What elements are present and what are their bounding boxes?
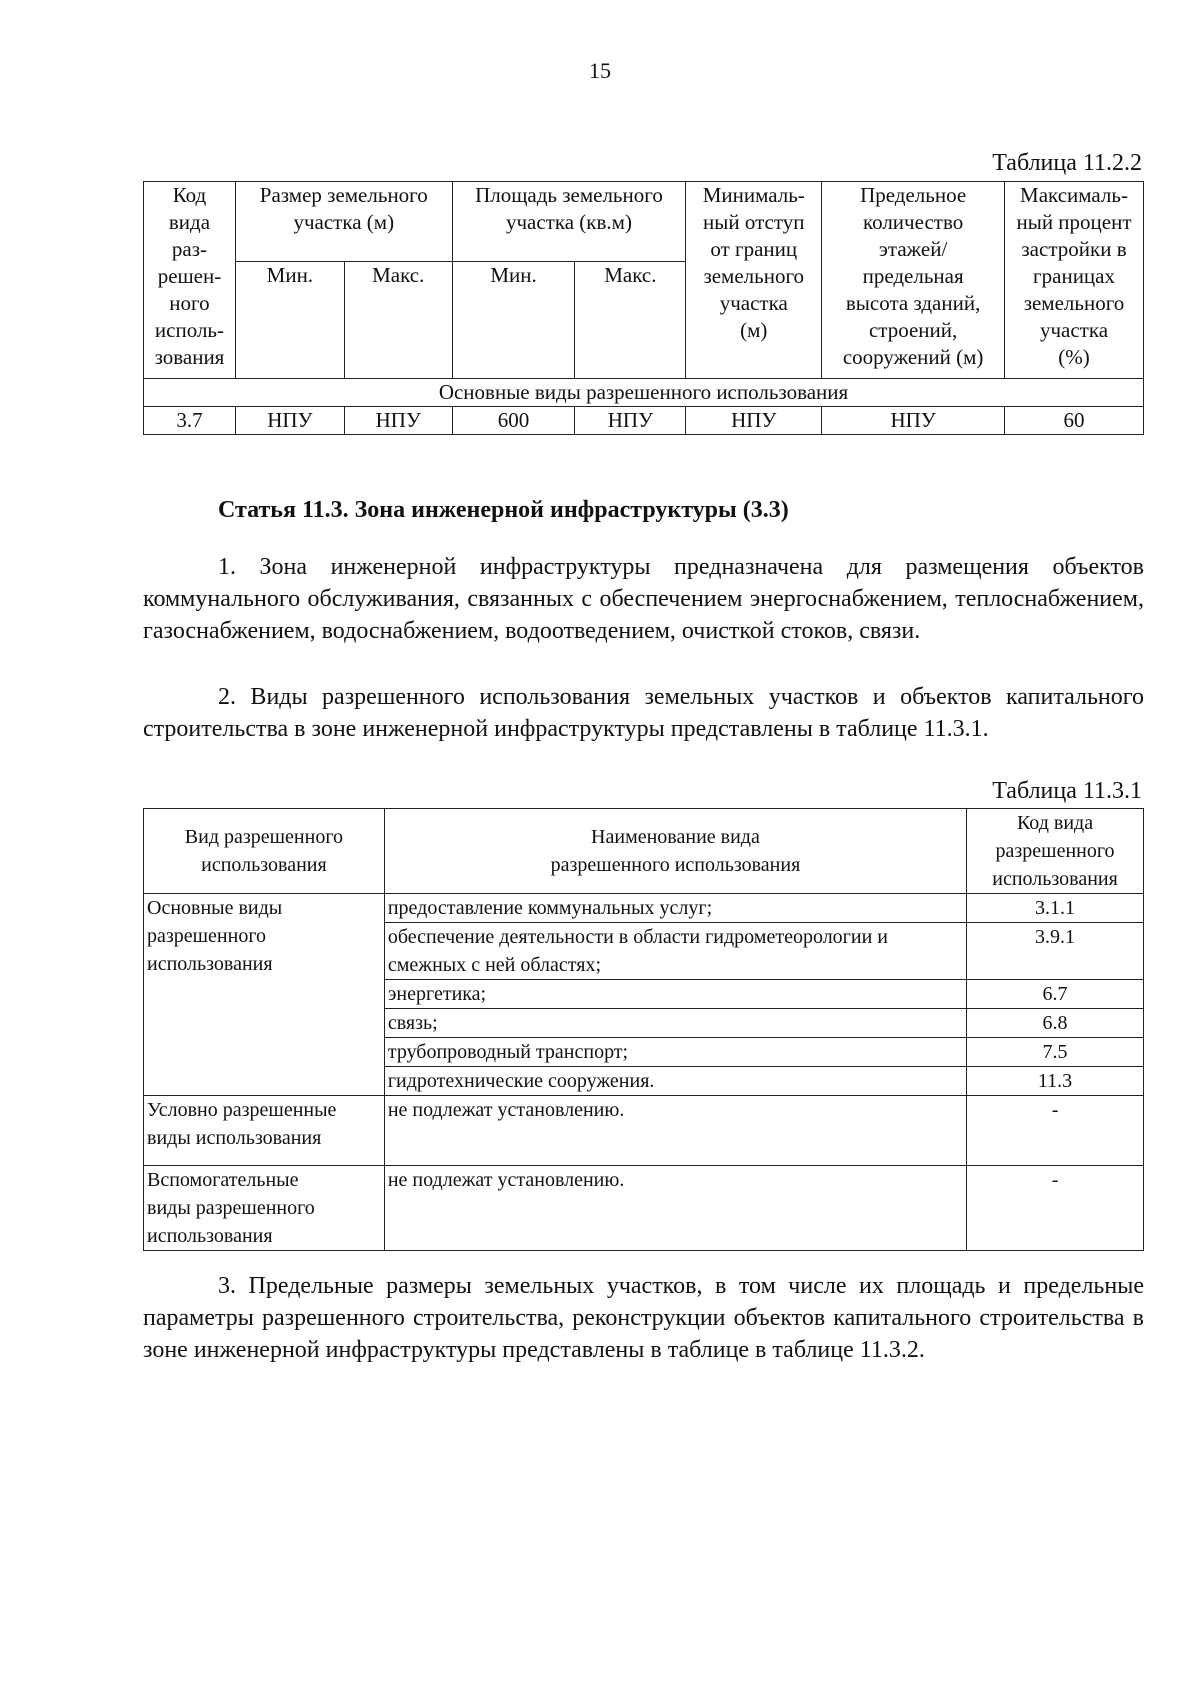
header-setback: Минималь- ный отступ от границ земельного участка (м) xyxy=(686,182,822,379)
use-code: 3.1.1 xyxy=(967,894,1144,923)
use-code: 7.5 xyxy=(967,1038,1144,1067)
header-size-min: Мин. xyxy=(235,262,344,379)
use-name: предоставление коммунальных услуг; xyxy=(384,894,966,923)
table-row xyxy=(144,1166,1144,1251)
header-use-code: Код вида разрешенного использования xyxy=(967,809,1144,894)
paragraph-2: 2. Виды разрешенного использования земельных участков и объектов капитального строительства в зоне инженерной инфраструктуры представлены в таблице 11.3.1. xyxy=(143,684,1144,742)
header-area-min: Мин. xyxy=(452,262,575,379)
table-11-2-2-caption: Таблица 11.2.2 xyxy=(992,150,1142,176)
header-use-name: Наименование вида разрешенного использования xyxy=(384,809,966,894)
use-name: не подлежат установлению. xyxy=(384,1096,966,1166)
header-area-max: Макс. xyxy=(575,262,686,379)
use-name: не подлежат установлению. xyxy=(384,1166,966,1251)
page-number: 15 xyxy=(589,58,611,83)
cell-code: 3.7 xyxy=(144,407,236,435)
cell-size-min: НПУ xyxy=(235,407,344,435)
use-code: 3.9.1 xyxy=(967,923,1144,980)
use-code: - xyxy=(967,1166,1144,1251)
group-main: Основные виды разрешенного использования xyxy=(144,894,385,1096)
group-conditional: Условно разрешенные виды использования xyxy=(144,1096,385,1166)
group-auxiliary: Вспомогательные виды разрешенного использования xyxy=(144,1166,385,1251)
use-name: гидротехнические сооружения. xyxy=(384,1067,966,1096)
cell-floors: НПУ xyxy=(822,407,1005,435)
cell-coverage: 60 xyxy=(1005,407,1144,435)
cell-area-max: НПУ xyxy=(575,407,686,435)
paragraph-1: 1. Зона инженерной инфраструктуры предназначена для размещения объектов коммунального обслуживания, связанных с обеспечением энергоснабжением, теплоснабжением, газоснабжением, водоснабжением, водоотведением, очисткой стоков, связи. xyxy=(143,554,1144,644)
use-code: 6.8 xyxy=(967,1009,1144,1038)
header-plot-size: Размер земельного участка (м) xyxy=(235,182,452,262)
header-coverage: Максималь- ный процент застройки в границах земельного участка (%) xyxy=(1005,182,1144,379)
use-name: обеспечение деятельности в области гидрометеорологии и смежных с ней областях; xyxy=(384,923,966,980)
table-11-2-2 xyxy=(143,181,1144,435)
table-11-3-1-caption: Таблица 11.3.1 xyxy=(992,778,1142,804)
article-heading: Статья 11.3. Зона инженерной инфраструктуры (3.3) xyxy=(218,497,789,523)
table-11-3-1 xyxy=(143,808,1144,1251)
cell-area-min: 600 xyxy=(452,407,575,435)
section-title: Основные виды разрешенного использования xyxy=(144,379,1144,407)
use-code: 11.3 xyxy=(967,1067,1144,1096)
cell-size-max: НПУ xyxy=(344,407,452,435)
use-name: связь; xyxy=(384,1009,966,1038)
header-plot-area: Площадь земельного участка (кв.м) xyxy=(452,182,686,262)
header-code: Код вида раз- решен- ного исполь- зования xyxy=(144,182,236,379)
header-use-type: Вид разрешенного использования xyxy=(144,809,385,894)
table-row xyxy=(144,1096,1144,1166)
use-code: - xyxy=(967,1096,1144,1166)
paragraph-3: 3. Предельные размеры земельных участков, в том числе их площадь и предельные параметры разрешенного строительства, реконструкции объектов капитального строительства в зоне инженерной инфраструктуры представлены в таблице в таблице 11.3.2. xyxy=(143,1273,1144,1363)
table-row xyxy=(144,894,1144,923)
use-code: 6.7 xyxy=(967,980,1144,1009)
use-name: трубопроводный транспорт; xyxy=(384,1038,966,1067)
use-name: энергетика; xyxy=(384,980,966,1009)
header-size-max: Макс. xyxy=(344,262,452,379)
cell-setback: НПУ xyxy=(686,407,822,435)
table-row xyxy=(144,407,1144,435)
header-floors: Предельное количество этажей/ предельная высота зданий, строений, сооружений (м) xyxy=(822,182,1005,379)
